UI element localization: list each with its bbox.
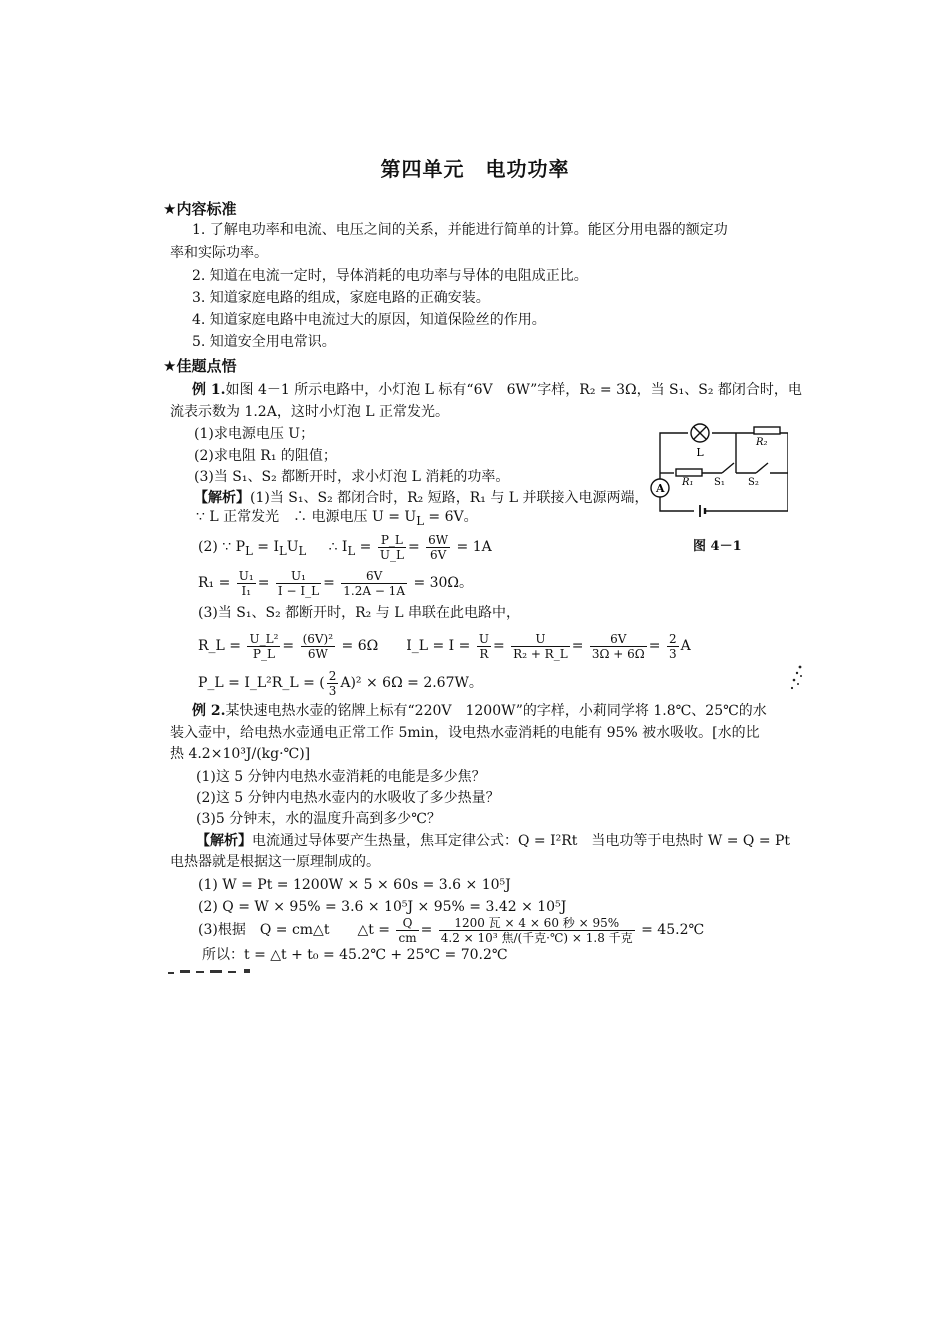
example2-line3: 热 4.2×10³J/(kg·℃)]: [170, 746, 311, 762]
lamp-label: L: [696, 446, 704, 459]
example1-formula-rl: R_L = $\frac{\text{U\_L²}}{P\_L}$ = $\frac{\text{(6V)²}}{6W}$ = 6Ω I_L = I = $\frac{U}{R}$ = $\frac{U}{\text{R₂ + R\_L}}$ = $\frac{6V}{3\Omega + 6\Omega}$ = $\frac{2}{3}$ A: [198, 631, 691, 661]
cutoff-text-fragment: [166, 968, 266, 976]
ammeter-label: A: [656, 482, 665, 495]
analysis-label: 【解析】: [194, 490, 250, 506]
example1-question-2: (2)求电阻 R₁ 的阻值；: [194, 448, 337, 464]
standard-item-2: 2. 知道在电流一定时，导体消耗的电功率与导体的电阻成正比。: [192, 268, 588, 284]
fraction: $\frac{2}{3}$: [328, 668, 337, 698]
fraction: $\frac{\text{1200 瓦 × 4 × 60 秒 × 95\%}}{\text{4.2 × 10³ 焦/(千克·℃) × 1.8 千克}}$: [440, 915, 633, 945]
fraction: $\frac{\text{U₁}}{I - I\_L}$: [277, 568, 320, 598]
standard-item-1-cont: 率和实际功率。: [170, 245, 268, 261]
standard-item-3: 3. 知道家庭电路的组成，家庭电路的正确安装。: [192, 290, 490, 306]
fraction: $\frac{6V}{1.2A - 1A}$: [343, 568, 405, 598]
example2-step-3: (3)根据 Q = cm△t △t = $\frac{Q}{cm}$ = $\frac{\text{1200 瓦 × 4 × 60 秒 × 95\%}}{\text{4.2 × 10³ 焦/(千克·℃) × 1.8 千克}}$ = 45.2℃: [198, 915, 705, 945]
standard-item-5: 5. 知道安全用电常识。: [192, 334, 336, 350]
example2-question-2: (2)这 5 分钟内电热水壶内的水吸收了多少热量？: [196, 790, 500, 806]
example2-question-3: (3)5 分钟末，水的温度升高到多少℃？: [196, 811, 441, 827]
example2-line2: 装入壶中，给电热水壶通电正常工作 5min，设电热水壶消耗的电能有 95% 被水吸收。[水的比: [170, 725, 760, 741]
fraction: $\frac{\text{U₁}}{\text{I₁}}$: [238, 568, 254, 598]
fraction: $\frac{\text{U\_L²}}{P\_L}$: [249, 631, 279, 661]
figure-caption: 图 4－1: [693, 539, 742, 554]
circuit-diagram: [648, 417, 788, 529]
example2-label: 例 2.: [192, 703, 226, 719]
example1-formula-r1: R₁ = $\frac{\text{U₁}}{\text{I₁}}$ = $\frac{\text{U₁}}{I - I\_L}$ = $\frac{6V}{1.2A - 1A}$ = 30Ω。: [198, 568, 474, 598]
page-title: 第四单元 电功功率: [380, 157, 570, 181]
s2-label: S₂: [748, 477, 759, 488]
example1-analysis-3: (3)当 S₁、S₂ 都断开时，R₂ 与 L 串联在此电路中，: [198, 605, 520, 621]
s1-label: S₁: [714, 477, 725, 488]
standard-item-1: 1. 了解电功率和电流、电压之间的关系，并能进行简单的计算。能区分用电器的额定功: [192, 222, 728, 238]
fraction: $\frac{P\_L}{U\_L}$: [379, 532, 404, 562]
fraction: $\frac{U}{\text{R₂ + R\_L}}$: [513, 631, 568, 661]
section-heading-examples: ★佳题点悟: [163, 357, 237, 375]
example2-step-1: (1) W = Pt = 1200W × 5 × 60s = 3.6 × 10⁵J: [198, 877, 511, 893]
example1-label: 例 1.: [192, 382, 226, 398]
example1-question-1: (1)求电源电压 U；: [194, 426, 315, 442]
example2-analysis-2: 电热器就是根据这一原理制成的。: [170, 854, 380, 870]
example1-analysis-2: ∵ L 正常发光 ∴ 电源电压 $U = U_L = 6V$。: [196, 509, 478, 528]
example1-line1: 例 1.如图 4－1 所示电路中，小灯泡 L 标有“6V 6W”字样，R₂ = 3Ω，当 S₁、S₂ 都闭合时，电: [192, 382, 802, 398]
section-heading-content-standard: ★内容标准: [163, 200, 237, 218]
example1-question-3: (3)当 S₁、S₂ 都断开时，求小灯泡 L 消耗的功率。: [194, 469, 510, 485]
r2-label: R₂: [756, 437, 768, 448]
example1-formula-2: (2) ∵ $P_L = I_LU_L$ ∴ $I_L$ = $\frac{P\_L}{U\_L}$ = $\frac{6W}{6V}$ = 1A: [198, 532, 492, 562]
example1-formula-pl: P_L = I_L²R_L = ( $\frac{2}{3}$ A)² × 6Ω = 2.67W。: [198, 668, 483, 698]
fraction: $\frac{U}{R}$: [478, 631, 489, 661]
fraction: $\frac{6V}{3\Omega + 6\Omega}$: [591, 631, 645, 661]
fraction: $\frac{2}{3}$: [668, 631, 677, 661]
example2-line1: 例 2.某快速电热水壶的铭牌上标有“220V 1200W”的字样，小莉同学将 1.8℃、25℃的水: [192, 703, 767, 719]
example2-step-2: (2) Q = W × 95% = 3.6 × 10⁵J × 95% = 3.42 × 10⁵J: [198, 899, 567, 915]
example1-line2: 流表示数为 1.2A，这时小灯泡 L 正常发光。: [170, 404, 450, 420]
example2-step-4: 所以：t = △t + t₀ = 45.2℃ + 25℃ = 70.2℃: [202, 947, 508, 963]
fraction: $\frac{\text{(6V)²}}{6W}$: [302, 631, 334, 661]
scan-speck: [790, 664, 804, 690]
analysis-label: 【解析】: [196, 833, 252, 849]
fraction: $\frac{Q}{cm}$: [398, 915, 417, 945]
example1-analysis-1: 【解析】(1)当 S₁、S₂ 都闭合时，R₂ 短路，R₁ 与 L 并联接入电源两端，: [194, 490, 649, 506]
fraction: $\frac{6W}{6V}$: [428, 532, 449, 562]
example2-question-1: (1)这 5 分钟内电热水壶消耗的电能是多少焦？: [196, 769, 486, 785]
example2-analysis-1: 【解析】电流通过导体要产生热量，焦耳定律公式：Q = I²Rt 当电功等于电热时 W = Q = Pt: [196, 833, 791, 849]
r1-label: R₁: [682, 477, 694, 488]
standard-item-4: 4. 知道家庭电路中电流过大的原因，知道保险丝的作用。: [192, 312, 546, 328]
